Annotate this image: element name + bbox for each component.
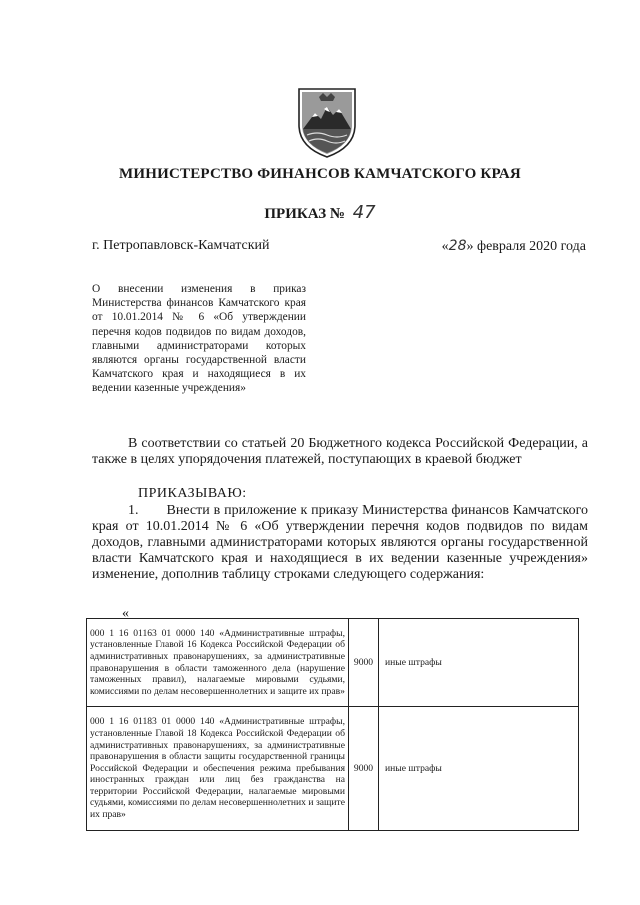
date-open-quote: «	[441, 239, 449, 254]
order-date	[442, 238, 586, 255]
subtype-code: 9000	[349, 707, 379, 831]
order-label: ПРИКАЗ №	[264, 206, 345, 222]
table-open-quote: «	[122, 606, 129, 621]
table-row	[87, 619, 579, 707]
subtype-name: иные штрафы	[379, 619, 579, 707]
ministry-title: МИНИСТЕРСТВО ФИНАНСОВ КАМЧАТСКОГО КРАЯ	[119, 166, 521, 182]
subtype-code: 9000	[349, 619, 379, 707]
codes-table	[86, 618, 579, 831]
order-heading	[0, 202, 640, 223]
order-number: 47	[352, 202, 376, 223]
order-word: ПРИКАЗЫВАЮ:	[138, 486, 247, 501]
table-row	[87, 707, 579, 831]
order-subject: О внесении изменения в приказ Министерства финансов Камчатского края от 10.01.2014 № 6 «Об утверждении перечня кодов подвидов по видам доходов, главными администраторами которых являются органы государственной власти Камчатского края и находящиеся в их ведении казенные учреждения»	[92, 283, 306, 395]
subtype-name: иные штрафы	[379, 707, 579, 831]
income-code-description: 000 1 16 01163 01 0000 140 «Административные штрафы, установленные Главой 16 Кодекса Российской Федерации об административных правонарушениях, за административные правонарушения в области таможенного дела (нарушение таможенных правил), налагаемые мировыми судьями, комиссиями по делам несовершеннолетних и защите их прав»	[87, 619, 349, 707]
income-code-description: 000 1 16 01183 01 0000 140 «Административные штрафы, установленные Главой 18 Кодекса Российской Федерации об административных правонарушениях, за административные правонарушения в области защиты государственной границы Российской Федерации и обеспечения режима пребывания иностранных граждан или лиц без гражданства на территории Российской Федерации, налагаемые мировыми судьями, комиссиями по делам несовершеннолетних и защите их прав»	[87, 707, 349, 831]
date-day: 28	[448, 238, 467, 254]
city: г. Петропавловск-Камчатский	[92, 238, 270, 253]
preamble-paragraph: В соответствии со статьей 20 Бюджетного кодекса Российской Федерации, а также в целях упорядочения платежей, поступающих в краевой бюджет	[92, 436, 588, 467]
item-number: 1.	[128, 503, 139, 518]
item-text: Внести в приложение к приказу Министерства финансов Камчатского края от 10.01.2014 № 6 «Об утверждении перечня кодов подвидов по видам доходов, главными администраторами которых являются органы государственной власти Камчатского края и находящиеся в их ведении казенные учреждения» изменение, дополнив таблицу строками следующего содержания:	[92, 503, 588, 582]
date-month-year: » февраля 2020 года	[466, 239, 586, 254]
coat-of-arms-emblem	[295, 85, 359, 159]
order-item-1	[92, 503, 588, 583]
